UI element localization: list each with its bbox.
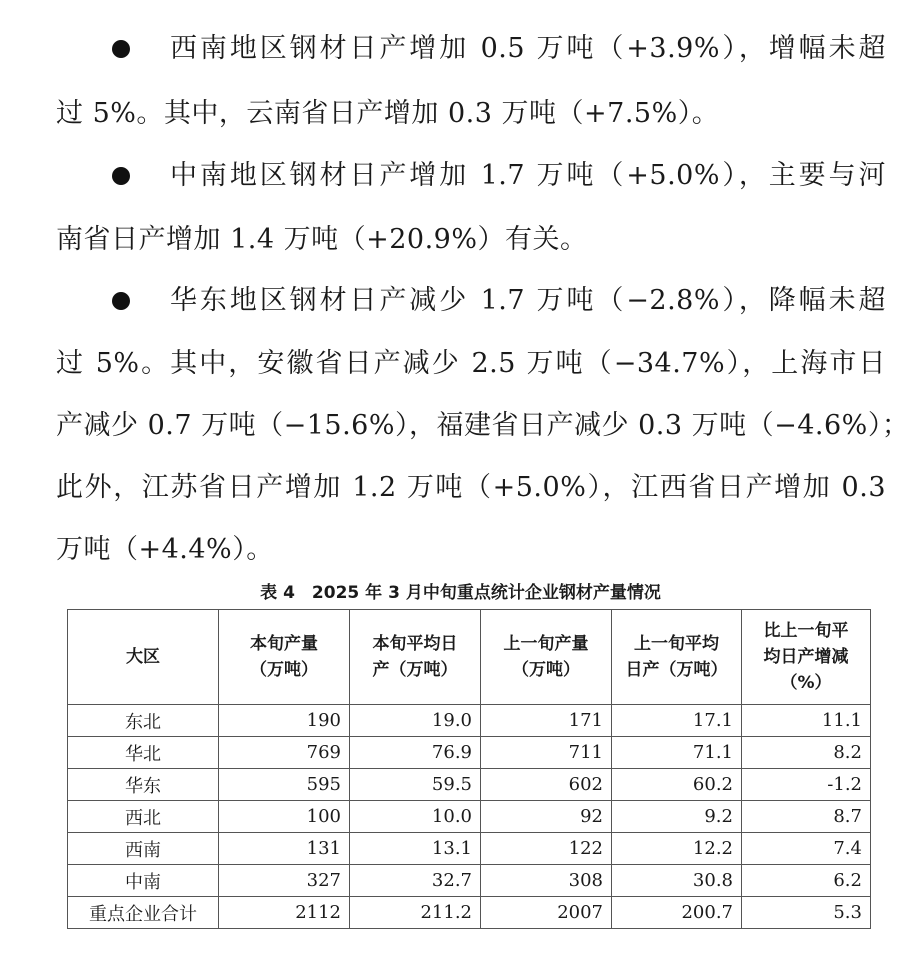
paragraph-line: 过 5%。其中，云南省日产增加 0.3 万吨（+7.5%）。 bbox=[56, 98, 720, 129]
cell-current-daily: 32.7 bbox=[350, 865, 481, 897]
paragraph-line: 西南地区钢材日产增加 0.5 万吨（+3.9%），增幅未超 bbox=[170, 33, 886, 64]
cell-current-daily: 59.5 bbox=[350, 769, 481, 801]
cell-region: 华北 bbox=[68, 737, 219, 769]
header-previous-output: 上一旬产量 （万吨） bbox=[481, 610, 612, 705]
cell-previous-output: 171 bbox=[481, 705, 612, 737]
table-row bbox=[68, 769, 871, 801]
paragraph-line: 华东地区钢材日产减少 1.7 万吨（−2.8%），降幅未超 bbox=[170, 285, 886, 316]
header-region: 大区 bbox=[68, 610, 219, 705]
cell-region: 重点企业合计 bbox=[68, 897, 219, 929]
cell-current-output: 2112 bbox=[219, 897, 350, 929]
cell-current-daily: 13.1 bbox=[350, 833, 481, 865]
cell-region: 东北 bbox=[68, 705, 219, 737]
cell-previous-output: 122 bbox=[481, 833, 612, 865]
cell-previous-output: 2007 bbox=[481, 897, 612, 929]
cell-previous-daily: 200.7 bbox=[612, 897, 742, 929]
cell-daily-change: 8.2 bbox=[742, 737, 871, 769]
cell-current-daily: 211.2 bbox=[350, 897, 481, 929]
cell-current-output: 595 bbox=[219, 769, 350, 801]
header-current-daily: 本旬平均日 产（万吨） bbox=[350, 610, 481, 705]
cell-previous-daily: 60.2 bbox=[612, 769, 742, 801]
paragraph-line: 南省日产增加 1.4 万吨（+20.9%）有关。 bbox=[56, 224, 588, 255]
paragraph-line: 中南地区钢材日产增加 1.7 万吨（+5.0%），主要与河 bbox=[170, 160, 886, 191]
header-current-output: 本旬产量 （万吨） bbox=[219, 610, 350, 705]
bullet-icon bbox=[112, 292, 130, 310]
cell-current-daily: 19.0 bbox=[350, 705, 481, 737]
table-row bbox=[68, 833, 871, 865]
cell-daily-change: 7.4 bbox=[742, 833, 871, 865]
cell-previous-output: 602 bbox=[481, 769, 612, 801]
table-row bbox=[68, 705, 871, 737]
table-title: 表 4 2025 年 3 月中旬重点统计企业钢材产量情况 bbox=[260, 583, 661, 603]
cell-current-daily: 10.0 bbox=[350, 801, 481, 833]
cell-previous-output: 92 bbox=[481, 801, 612, 833]
table-row bbox=[68, 865, 871, 897]
cell-region: 西南 bbox=[68, 833, 219, 865]
cell-daily-change: 5.3 bbox=[742, 897, 871, 929]
paragraph-line: 万吨（+4.4%）。 bbox=[56, 534, 274, 565]
header-previous-daily: 上一旬平均 日产（万吨） bbox=[612, 610, 742, 705]
paragraph-line: 过 5%。其中，安徽省日产减少 2.5 万吨（−34.7%），上海市日 bbox=[56, 348, 886, 379]
paragraph-line: 此外，江苏省日产增加 1.2 万吨（+5.0%），江西省日产增加 0.3 bbox=[56, 472, 886, 503]
table-row bbox=[68, 737, 871, 769]
cell-previous-output: 711 bbox=[481, 737, 612, 769]
cell-previous-output: 308 bbox=[481, 865, 612, 897]
cell-current-output: 190 bbox=[219, 705, 350, 737]
cell-previous-daily: 12.2 bbox=[612, 833, 742, 865]
cell-region: 西北 bbox=[68, 801, 219, 833]
cell-previous-daily: 71.1 bbox=[612, 737, 742, 769]
cell-previous-daily: 30.8 bbox=[612, 865, 742, 897]
cell-previous-daily: 9.2 bbox=[612, 801, 742, 833]
cell-region: 华东 bbox=[68, 769, 219, 801]
header-daily-change: 比上一旬平 均日产增减 （%） bbox=[742, 610, 871, 705]
paragraph-line: 产减少 0.7 万吨（−15.6%），福建省日产减少 0.3 万吨（−4.6%）； bbox=[56, 410, 910, 441]
cell-daily-change: 6.2 bbox=[742, 865, 871, 897]
cell-previous-daily: 17.1 bbox=[612, 705, 742, 737]
table-total-row bbox=[68, 897, 871, 929]
table-header-row bbox=[68, 610, 871, 705]
table-row bbox=[68, 801, 871, 833]
cell-current-output: 327 bbox=[219, 865, 350, 897]
bullet-icon bbox=[112, 40, 130, 58]
cell-current-output: 100 bbox=[219, 801, 350, 833]
cell-daily-change: -1.2 bbox=[742, 769, 871, 801]
bullet-icon bbox=[112, 167, 130, 185]
cell-current-daily: 76.9 bbox=[350, 737, 481, 769]
cell-daily-change: 11.1 bbox=[742, 705, 871, 737]
cell-daily-change: 8.7 bbox=[742, 801, 871, 833]
cell-region: 中南 bbox=[68, 865, 219, 897]
production-table bbox=[67, 609, 871, 929]
cell-current-output: 769 bbox=[219, 737, 350, 769]
cell-current-output: 131 bbox=[219, 833, 350, 865]
